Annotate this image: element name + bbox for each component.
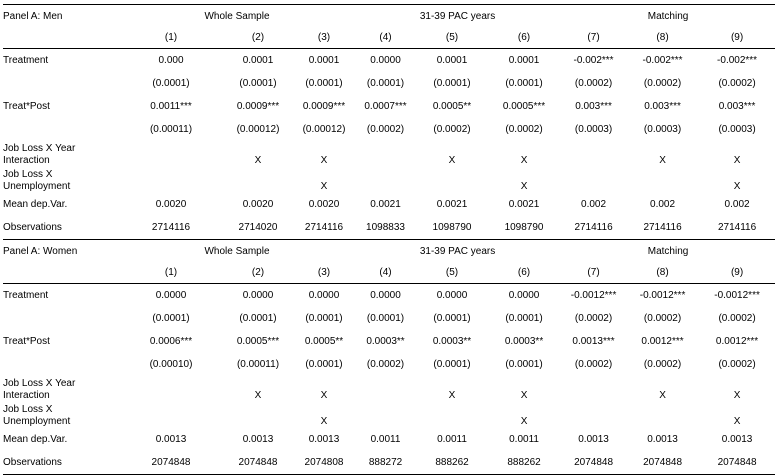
- mean-value: 0.0021: [508, 199, 540, 210]
- coefficient: 0.0001: [242, 55, 274, 66]
- table-row: [3, 353, 775, 376]
- mean-value: 0.0013: [155, 434, 187, 445]
- column-number: (7): [561, 28, 626, 49]
- empty-cell: [626, 402, 699, 416]
- fixed-effect-mark: X: [733, 181, 741, 192]
- coefficient: 0.0000: [436, 290, 468, 301]
- empty-cell: [354, 376, 417, 390]
- fixed-effect-mark: [222, 416, 294, 428]
- coefficient: 0.0012***: [715, 336, 759, 347]
- coefficient: 0.0007***: [364, 101, 407, 112]
- coefficient: 0.0003**: [432, 336, 472, 347]
- mean-value: 0.0021: [370, 199, 401, 210]
- coefficient: 0.0000: [308, 290, 340, 301]
- standard-error: (0.0002): [574, 313, 613, 324]
- panel-header-row: [3, 5, 775, 29]
- coefficient: 0.0006***: [149, 336, 193, 347]
- coefficient: 0.000: [158, 55, 184, 66]
- table-body: [3, 5, 775, 475]
- coefficient: 0.0001: [308, 55, 340, 66]
- empty-label: [3, 307, 120, 330]
- observation-count: 2074848: [222, 451, 294, 475]
- row-label: Unemployment: [3, 416, 71, 427]
- fixed-effect-mark: X: [733, 155, 741, 166]
- fixed-effect-mark: [417, 181, 487, 193]
- coefficient: 0.003***: [718, 101, 756, 112]
- fixed-effect-mark: [354, 390, 417, 402]
- mean-value: 0.0013: [647, 434, 678, 445]
- standard-error: (0.00012): [302, 124, 346, 135]
- coefficient: 0.0001: [508, 55, 540, 66]
- column-number: (6): [487, 263, 561, 284]
- fixed-effect-mark: [120, 181, 222, 193]
- column-number: (2): [222, 28, 294, 49]
- empty-cell: [354, 402, 417, 416]
- coefficient: 0.0000: [155, 290, 187, 301]
- observation-count: 2714116: [120, 216, 222, 240]
- table-row: [3, 49, 775, 73]
- row-label: Observations: [3, 451, 120, 475]
- coefficient: 0.0000: [370, 290, 401, 301]
- fixed-effect-mark: X: [448, 155, 456, 166]
- coefficient: -0.0012***: [639, 290, 686, 301]
- panel-title: Panel A: Women: [3, 240, 120, 264]
- empty-cell: [417, 167, 487, 181]
- table-row: [3, 402, 775, 416]
- coefficient: 0.0000: [370, 55, 401, 66]
- observation-count: 888262: [417, 451, 487, 475]
- observation-count: 2714116: [699, 216, 775, 240]
- fixed-effect-mark: [626, 181, 699, 193]
- table-row: [3, 72, 775, 95]
- column-number: (3): [294, 263, 354, 284]
- standard-error: (0.0002): [643, 359, 682, 370]
- empty-cell: [699, 141, 775, 155]
- mean-value: 0.002: [650, 199, 676, 210]
- row-label: Job Loss X Year: [3, 378, 76, 389]
- standard-error: (0.0001): [152, 313, 190, 324]
- fixed-effect-mark: X: [448, 390, 456, 401]
- coefficient: 0.0003**: [504, 336, 544, 347]
- group-header: Matching: [561, 5, 775, 29]
- standard-error: (0.0002): [718, 359, 756, 370]
- table-row: [3, 428, 775, 451]
- observation-count: 2074848: [626, 451, 699, 475]
- fixed-effect-mark: [120, 390, 222, 402]
- standard-error: (0.0001): [433, 313, 471, 324]
- fixed-effect-mark: [120, 416, 222, 428]
- standard-error: (0.0002): [574, 78, 613, 89]
- fixed-effect-mark: X: [520, 181, 528, 192]
- fixed-effect-mark: X: [733, 390, 741, 401]
- observation-count: 2714116: [561, 216, 626, 240]
- fixed-effect-mark: X: [254, 155, 262, 166]
- coefficient: -0.0012***: [714, 290, 760, 301]
- fixed-effect-mark: [354, 155, 417, 167]
- row-label: Treatment: [3, 290, 49, 301]
- mean-value: 0.0013: [721, 434, 753, 445]
- fixed-effect-mark: X: [320, 181, 328, 192]
- empty-label: [3, 263, 120, 284]
- standard-error: (0.0002): [366, 124, 405, 135]
- coefficient: 0.0000: [508, 290, 540, 301]
- row-label: Interaction: [3, 390, 50, 401]
- standard-error: (0.0001): [505, 313, 543, 324]
- empty-label: [3, 72, 120, 95]
- observation-count: 2714116: [294, 216, 354, 240]
- table-row: [3, 376, 775, 390]
- empty-cell: [120, 167, 222, 181]
- column-number: (8): [626, 28, 699, 49]
- coefficient: 0.0005**: [432, 101, 472, 112]
- row-label: Treatment: [3, 55, 49, 66]
- empty-cell: [354, 141, 417, 155]
- panel-header-row: [3, 240, 775, 264]
- empty-label: [3, 28, 120, 49]
- empty-cell: [294, 402, 354, 416]
- group-header: 31-39 PAC years: [354, 5, 561, 29]
- empty-cell: [120, 376, 222, 390]
- standard-error: (0.00010): [149, 359, 193, 370]
- column-number: (3): [294, 28, 354, 49]
- table-row: [3, 155, 775, 167]
- panel-title: Panel A: Men: [3, 5, 120, 29]
- empty-label: [3, 118, 120, 141]
- table-row: [3, 330, 775, 353]
- observation-count: 1098833: [354, 216, 417, 240]
- standard-error: (0.0001): [433, 78, 471, 89]
- coefficient: 0.0003**: [366, 336, 405, 347]
- empty-cell: [561, 402, 626, 416]
- row-label: Job Loss X: [3, 404, 53, 415]
- mean-value: 0.0013: [308, 434, 340, 445]
- column-number-row: [3, 28, 775, 49]
- fixed-effect-mark: X: [320, 155, 328, 166]
- observation-count: 2714020: [222, 216, 294, 240]
- column-number: (6): [487, 28, 561, 49]
- standard-error: (0.00011): [149, 124, 193, 135]
- empty-cell: [222, 402, 294, 416]
- mean-value: 0.0011: [509, 434, 539, 445]
- column-number: (5): [417, 263, 487, 284]
- coefficient: 0.0009***: [236, 101, 280, 112]
- coefficient: 0.0013***: [572, 336, 615, 347]
- empty-cell: [294, 167, 354, 181]
- table-row: [3, 118, 775, 141]
- column-number: (1): [120, 263, 222, 284]
- standard-error: (0.0001): [505, 78, 543, 89]
- standard-error: (0.0002): [433, 124, 471, 135]
- standard-error: (0.0001): [239, 313, 277, 324]
- table-row: [3, 167, 775, 181]
- table-row: [3, 416, 775, 428]
- fixed-effect-mark: [222, 181, 294, 193]
- standard-error: (0.0001): [366, 78, 405, 89]
- group-header: Whole Sample: [120, 240, 354, 264]
- empty-cell: [417, 402, 487, 416]
- observation-count: 2074808: [294, 451, 354, 475]
- empty-cell: [487, 376, 561, 390]
- table-row: [3, 181, 775, 193]
- column-number: (4): [354, 28, 417, 49]
- coefficient: 0.0005***: [236, 336, 280, 347]
- empty-label: [3, 353, 120, 376]
- mean-value: 0.0011: [370, 434, 401, 445]
- standard-error: (0.0001): [366, 313, 405, 324]
- observation-count: 888262: [487, 451, 561, 475]
- table-row: [3, 284, 775, 308]
- row-label: Job Loss X Year: [3, 143, 76, 154]
- standard-error: (0.0001): [305, 313, 343, 324]
- empty-cell: [487, 167, 561, 181]
- empty-cell: [626, 376, 699, 390]
- standard-error: (0.0002): [718, 313, 756, 324]
- coefficient: 0.0012***: [641, 336, 684, 347]
- mean-value: 0.002: [581, 199, 607, 210]
- fixed-effect-mark: X: [733, 416, 741, 427]
- fixed-effect-mark: [626, 416, 699, 428]
- coefficient: 0.003***: [575, 101, 612, 112]
- coefficient: 0.0009***: [302, 101, 346, 112]
- row-label: Unemployment: [3, 181, 71, 192]
- standard-error: (0.00011): [236, 359, 280, 370]
- group-header: Matching: [561, 240, 775, 264]
- coefficient: 0.0011***: [150, 101, 192, 112]
- coefficient: 0.0000: [242, 290, 274, 301]
- standard-error: (0.0002): [718, 78, 756, 89]
- empty-cell: [487, 402, 561, 416]
- empty-cell: [699, 167, 775, 181]
- standard-error: (0.0002): [574, 359, 613, 370]
- column-number: (4): [354, 263, 417, 284]
- standard-error: (0.0003): [718, 124, 756, 135]
- fixed-effect-mark: X: [520, 416, 528, 427]
- row-label: Treat*Post: [3, 336, 50, 347]
- column-number: (5): [417, 28, 487, 49]
- fixed-effect-mark: X: [320, 416, 328, 427]
- observation-count: 1098790: [417, 216, 487, 240]
- row-label: Observations: [3, 216, 120, 240]
- empty-cell: [699, 402, 775, 416]
- row-label: Interaction: [3, 155, 50, 166]
- mean-value: 0.0013: [578, 434, 609, 445]
- row-label: Mean dep.Var.: [3, 434, 68, 445]
- coefficient: -0.002***: [717, 55, 758, 66]
- fixed-effect-mark: [354, 181, 417, 193]
- fixed-effect-mark: X: [659, 155, 666, 166]
- empty-cell: [294, 141, 354, 155]
- mean-value: 0.0020: [242, 199, 274, 210]
- empty-cell: [120, 141, 222, 155]
- column-number: (9): [699, 28, 775, 49]
- table-row: [3, 451, 775, 475]
- empty-cell: [417, 141, 487, 155]
- fixed-effect-mark: X: [320, 390, 328, 401]
- standard-error: (0.0003): [574, 124, 613, 135]
- standard-error: (0.0002): [643, 313, 682, 324]
- empty-cell: [626, 141, 699, 155]
- empty-cell: [417, 376, 487, 390]
- fixed-effect-mark: [354, 416, 417, 428]
- empty-cell: [561, 376, 626, 390]
- empty-cell: [699, 376, 775, 390]
- empty-cell: [294, 376, 354, 390]
- standard-error: (0.0002): [505, 124, 543, 135]
- standard-error: (0.0002): [366, 359, 405, 370]
- fixed-effect-mark: [561, 390, 626, 402]
- empty-cell: [487, 141, 561, 155]
- observation-count: 2074848: [120, 451, 222, 475]
- table-row: [3, 193, 775, 216]
- standard-error: (0.0001): [152, 78, 190, 89]
- column-number-row: [3, 263, 775, 284]
- empty-cell: [561, 141, 626, 155]
- coefficient: -0.002***: [573, 55, 614, 66]
- column-number: (7): [561, 263, 626, 284]
- group-header: Whole Sample: [120, 5, 354, 29]
- standard-error: (0.00012): [236, 124, 280, 135]
- observation-count: 2074848: [699, 451, 775, 475]
- group-header: 31-39 PAC years: [354, 240, 561, 264]
- fixed-effect-mark: [417, 416, 487, 428]
- mean-value: 0.0013: [242, 434, 274, 445]
- standard-error: (0.0003): [643, 124, 682, 135]
- standard-error: (0.0001): [305, 359, 343, 370]
- table-row: [3, 390, 775, 402]
- fixed-effect-mark: [561, 416, 626, 428]
- empty-cell: [222, 141, 294, 155]
- mean-value: 0.002: [724, 199, 750, 210]
- standard-error: (0.0001): [239, 78, 277, 89]
- regression-table: [3, 4, 775, 475]
- table-row: [3, 216, 775, 240]
- observation-count: 888272: [354, 451, 417, 475]
- mean-value: 0.0021: [436, 199, 468, 210]
- standard-error: (0.0002): [643, 78, 682, 89]
- empty-cell: [354, 167, 417, 181]
- row-label: Job Loss X: [3, 169, 53, 180]
- fixed-effect-mark: X: [520, 155, 528, 166]
- table-row: [3, 95, 775, 118]
- empty-cell: [222, 376, 294, 390]
- fixed-effect-mark: X: [520, 390, 528, 401]
- observation-count: 2714116: [626, 216, 699, 240]
- empty-cell: [626, 167, 699, 181]
- standard-error: (0.0001): [433, 359, 471, 370]
- row-label: Treat*Post: [3, 101, 50, 112]
- row-label: Mean dep.Var.: [3, 199, 68, 210]
- mean-value: 0.0020: [155, 199, 187, 210]
- coefficient: 0.0005***: [502, 101, 546, 112]
- table-row: [3, 307, 775, 330]
- column-number: (2): [222, 263, 294, 284]
- observation-count: 2074848: [561, 451, 626, 475]
- mean-value: 0.0011: [437, 434, 467, 445]
- empty-cell: [120, 402, 222, 416]
- observation-count: 1098790: [487, 216, 561, 240]
- column-number: (8): [626, 263, 699, 284]
- column-number: (1): [120, 28, 222, 49]
- fixed-effect-mark: X: [659, 390, 666, 401]
- fixed-effect-mark: X: [254, 390, 262, 401]
- standard-error: (0.0001): [305, 78, 343, 89]
- empty-cell: [222, 167, 294, 181]
- coefficient: 0.0005**: [304, 336, 344, 347]
- table-row: [3, 141, 775, 155]
- coefficient: 0.0001: [436, 55, 468, 66]
- column-number: (9): [699, 263, 775, 284]
- fixed-effect-mark: [561, 181, 626, 193]
- fixed-effect-mark: [561, 155, 626, 167]
- empty-cell: [561, 167, 626, 181]
- mean-value: 0.0020: [308, 199, 340, 210]
- standard-error: (0.0001): [505, 359, 543, 370]
- coefficient: 0.003***: [644, 101, 681, 112]
- fixed-effect-mark: [120, 155, 222, 167]
- coefficient: -0.002***: [642, 55, 683, 66]
- coefficient: -0.0012***: [570, 290, 617, 301]
